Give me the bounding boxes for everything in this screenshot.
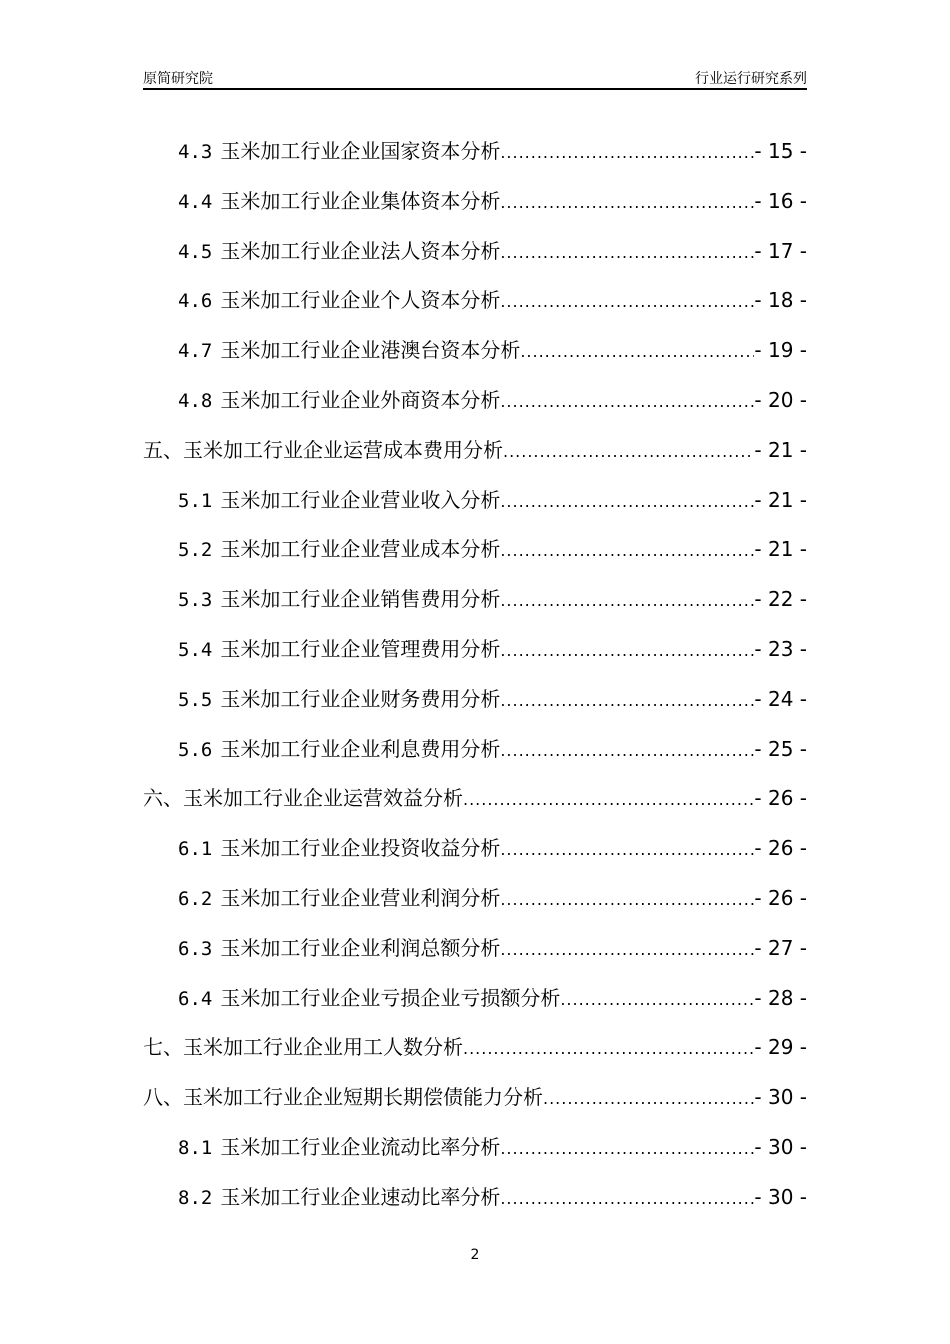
toc-entry[interactable] (143, 485, 807, 535)
toc-entry-number: 5.5 (178, 688, 213, 711)
dot-leader (500, 885, 754, 915)
dot-leader (500, 536, 754, 566)
dot-leader (500, 686, 754, 716)
toc-entry-title: 玉米加工行业企业亏损企业亏损额分析 (220, 985, 561, 1010)
toc-entry-page: - 26 - (754, 786, 807, 811)
page-number: 2 (470, 1247, 480, 1263)
toc-entry-number: 4.6 (178, 290, 213, 313)
dot-leader (500, 586, 754, 616)
toc-entry[interactable] (143, 933, 807, 983)
toc-entry-number: 8.1 (178, 1136, 213, 1159)
toc-entry-page: - 19 - (754, 338, 807, 363)
toc-entry-title: 玉米加工行业企业营业收入分析 (220, 487, 501, 512)
dot-leader (500, 487, 754, 517)
toc-entry-page: - 18 - (754, 288, 807, 313)
toc-entry-page: - 21 - (754, 437, 807, 462)
toc-entry-number: 5.3 (178, 589, 213, 612)
toc-entry-title: 玉米加工行业企业营业利润分析 (220, 885, 501, 910)
toc-entry-page: - 21 - (754, 537, 807, 562)
toc-entry-number: 6.2 (178, 887, 213, 910)
toc-entry-number: 4.7 (178, 340, 213, 363)
toc-entry[interactable] (143, 634, 807, 684)
toc-entry[interactable] (143, 385, 807, 435)
dot-leader (500, 1134, 754, 1164)
toc-entry-number: 6.4 (178, 987, 213, 1010)
dot-leader (463, 1034, 754, 1064)
toc-entry-title: 八、玉米加工行业企业短期长期偿债能力分析 (143, 1085, 543, 1110)
toc-entry-page: - 30 - (754, 1134, 807, 1159)
dot-leader (500, 636, 754, 666)
dot-leader (500, 287, 754, 317)
toc-entry-page: - 15 - (754, 139, 807, 163)
header-series: 行业运行研究系列 (695, 71, 807, 87)
toc-entry-page: - 27 - (754, 935, 807, 960)
header-publisher: 原简研究院 (143, 71, 213, 87)
toc-entry-title: 玉米加工行业企业利润总额分析 (220, 935, 501, 960)
toc-entry-page: - 23 - (754, 636, 807, 661)
toc-entry[interactable] (143, 435, 807, 485)
toc-entry-title: 玉米加工行业企业速动比率分析 (220, 1184, 501, 1209)
toc-entry[interactable] (143, 186, 807, 236)
table-of-contents (143, 136, 807, 1232)
dot-leader (500, 387, 754, 417)
toc-entry[interactable] (143, 335, 807, 385)
toc-entry-title: 玉米加工行业企业投资收益分析 (220, 836, 501, 861)
toc-entry-title: 玉米加工行业企业利息费用分析 (220, 736, 501, 761)
toc-entry-number: 5.4 (178, 638, 213, 661)
toc-entry[interactable] (143, 684, 807, 734)
dot-leader (500, 736, 754, 766)
toc-entry-number: 4.4 (178, 190, 213, 213)
toc-entry-title: 玉米加工行业企业个人资本分析 (220, 288, 501, 313)
toc-entry-page: - 30 - (754, 1184, 807, 1209)
toc-entry-title: 玉米加工行业企业港澳台资本分析 (220, 338, 521, 363)
dot-leader (560, 985, 754, 1015)
toc-entry-title: 七、玉米加工行业企业用工人数分析 (143, 1035, 463, 1060)
toc-entry-page: - 30 - (754, 1085, 807, 1110)
toc-entry-page: - 26 - (754, 885, 807, 910)
toc-entry[interactable] (143, 584, 807, 634)
toc-entry[interactable] (143, 783, 807, 833)
toc-entry-title: 玉米加工行业企业营业成本分析 (220, 537, 501, 562)
toc-entry-number: 4.8 (178, 389, 213, 412)
toc-entry[interactable] (143, 285, 807, 335)
toc-entry-number: 5.1 (178, 489, 213, 512)
toc-entry[interactable] (143, 534, 807, 584)
toc-entry-title: 六、玉米加工行业企业运营效益分析 (143, 786, 463, 811)
dot-leader (500, 835, 754, 865)
toc-entry[interactable] (143, 983, 807, 1033)
toc-entry[interactable] (143, 883, 807, 933)
dot-leader (500, 238, 754, 268)
dot-leader (543, 1084, 754, 1114)
toc-entry[interactable] (143, 236, 807, 286)
toc-entry-page: - 17 - (754, 238, 807, 263)
toc-entry-title: 玉米加工行业企业法人资本分析 (220, 238, 501, 263)
toc-entry-number: 5.6 (178, 738, 213, 761)
toc-entry-page: - 21 - (754, 487, 807, 512)
toc-entry-page: - 20 - (754, 387, 807, 412)
toc-entry-title: 玉米加工行业企业财务费用分析 (220, 686, 501, 711)
dot-leader (463, 785, 754, 815)
dot-leader (503, 437, 754, 467)
toc-entry-title: 玉米加工行业企业外商资本分析 (220, 387, 501, 412)
toc-entry[interactable] (143, 1032, 807, 1082)
toc-entry[interactable] (143, 833, 807, 883)
toc-entry[interactable] (143, 1182, 807, 1232)
toc-entry-title: 玉米加工行业企业管理费用分析 (220, 636, 501, 661)
toc-entry-number: 8.2 (178, 1186, 213, 1209)
toc-entry-page: - 22 - (754, 587, 807, 612)
toc-entry-title: 玉米加工行业企业国家资本分析 (220, 139, 501, 163)
toc-entry-page: - 28 - (754, 985, 807, 1010)
dot-leader (520, 337, 754, 367)
toc-entry-page: - 16 - (754, 188, 807, 213)
toc-entry[interactable] (143, 1132, 807, 1182)
dot-leader (500, 138, 754, 168)
toc-entry-page: - 26 - (754, 836, 807, 861)
toc-entry-number: 4.3 (178, 141, 213, 163)
toc-entry-title: 玉米加工行业企业销售费用分析 (220, 587, 501, 612)
toc-entry-number: 6.1 (178, 838, 213, 861)
page-header (143, 66, 807, 90)
toc-entry-title: 玉米加工行业企业集体资本分析 (220, 188, 501, 213)
dot-leader (500, 1184, 754, 1214)
toc-entry-page: - 24 - (754, 686, 807, 711)
toc-entry-page: - 29 - (754, 1035, 807, 1060)
toc-entry-number: 4.5 (178, 240, 213, 263)
toc-entry-title: 五、玉米加工行业企业运营成本费用分析 (143, 437, 503, 462)
toc-entry-page: - 25 - (754, 736, 807, 761)
toc-entry[interactable] (143, 1082, 807, 1132)
toc-entry-title: 玉米加工行业企业流动比率分析 (220, 1134, 501, 1159)
toc-entry[interactable] (143, 734, 807, 784)
toc-entry-number: 6.3 (178, 937, 213, 960)
dot-leader (500, 188, 754, 218)
dot-leader (500, 935, 754, 965)
toc-entry-number: 5.2 (178, 539, 213, 562)
toc-entry[interactable] (143, 136, 807, 186)
